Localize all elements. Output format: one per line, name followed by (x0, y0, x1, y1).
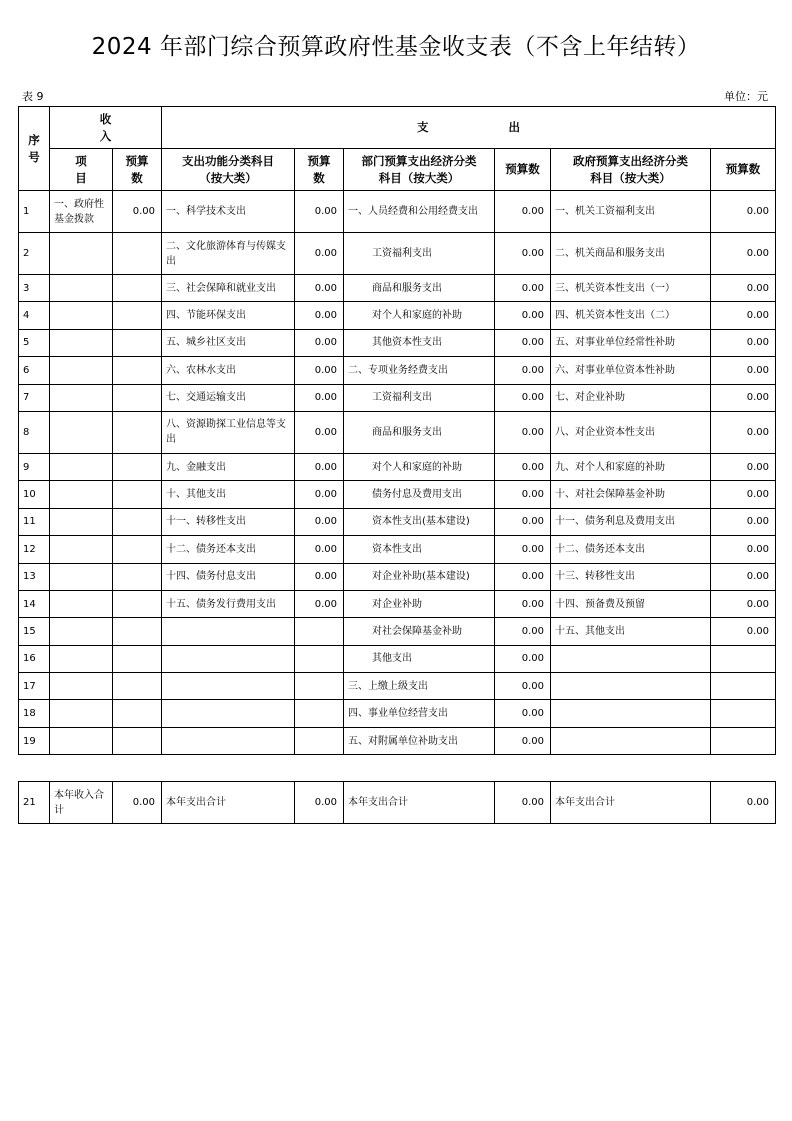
row-gov: 九、对个人和家庭的补助 (551, 453, 711, 480)
row-item (50, 275, 113, 302)
row-seq: 18 (19, 700, 50, 727)
row-dept-amount: 0.00 (495, 590, 551, 617)
row-item-amount (113, 411, 162, 453)
row-func-amount: 0.00 (295, 191, 344, 233)
header-budget-3: 预算数 (495, 149, 551, 191)
row-gov: 十二、债务还本支出 (551, 536, 711, 563)
table-row (19, 645, 776, 672)
total-func-amount: 0.00 (295, 782, 344, 824)
total-gov: 本年支出合计 (551, 782, 711, 824)
row-gov-amount: 0.00 (711, 191, 776, 233)
row-dept: 对企业补助 (344, 590, 495, 617)
row-func-amount: 0.00 (295, 481, 344, 508)
unit-label: 单位：元 (724, 90, 768, 103)
row-gov-amount: 0.00 (711, 357, 776, 384)
row-gov-amount: 0.00 (711, 453, 776, 480)
row-func-amount (295, 618, 344, 645)
row-func-amount: 0.00 (295, 453, 344, 480)
row-item-amount (113, 673, 162, 700)
row-func: 五、城乡社区支出 (162, 329, 295, 356)
row-item (50, 590, 113, 617)
row-gov-amount: 0.00 (711, 384, 776, 411)
budget-table (18, 106, 776, 755)
row-item (50, 233, 113, 275)
table-row (19, 453, 776, 480)
row-dept-amount: 0.00 (495, 233, 551, 275)
row-dept-amount: 0.00 (495, 329, 551, 356)
row-dept-amount: 0.00 (495, 673, 551, 700)
row-dept-amount: 0.00 (495, 481, 551, 508)
row-seq: 5 (19, 329, 50, 356)
row-func (162, 645, 295, 672)
row-seq: 1 (19, 191, 50, 233)
row-seq: 8 (19, 411, 50, 453)
row-item-amount (113, 536, 162, 563)
table-row (19, 384, 776, 411)
row-item (50, 563, 113, 590)
row-item (50, 302, 113, 329)
row-item-amount (113, 357, 162, 384)
row-dept-amount: 0.00 (495, 700, 551, 727)
row-dept-amount: 0.00 (495, 508, 551, 535)
row-func: 七、交通运输支出 (162, 384, 295, 411)
row-item (50, 453, 113, 480)
row-dept: 其他资本性支出 (344, 329, 495, 356)
row-item (50, 618, 113, 645)
row-gov (551, 645, 711, 672)
row-dept: 对社会保障基金补助 (344, 618, 495, 645)
row-item-amount (113, 302, 162, 329)
row-seq: 2 (19, 233, 50, 275)
row-item-amount (113, 329, 162, 356)
row-func-amount (295, 673, 344, 700)
total-dept: 本年支出合计 (344, 782, 495, 824)
row-dept: 商品和服务支出 (344, 275, 495, 302)
row-gov-amount (711, 645, 776, 672)
row-gov-amount: 0.00 (711, 590, 776, 617)
row-func-amount: 0.00 (295, 536, 344, 563)
row-item (50, 329, 113, 356)
row-dept-amount: 0.00 (495, 384, 551, 411)
row-item-amount (113, 590, 162, 617)
row-seq: 7 (19, 384, 50, 411)
row-dept: 工资福利支出 (344, 233, 495, 275)
row-dept-amount: 0.00 (495, 411, 551, 453)
row-dept: 工资福利支出 (344, 384, 495, 411)
row-func (162, 700, 295, 727)
header-gov-econ: 政府预算支出经济分类 科目（按大类） (551, 149, 711, 191)
total-dept-amount: 0.00 (495, 782, 551, 824)
row-dept-amount: 0.00 (495, 645, 551, 672)
row-item (50, 536, 113, 563)
row-item: 一、政府性基金拨款 (50, 191, 113, 233)
row-gov-amount: 0.00 (711, 508, 776, 535)
table-row (19, 329, 776, 356)
row-gov-amount: 0.00 (711, 302, 776, 329)
row-item-amount (113, 233, 162, 275)
row-func-amount (295, 700, 344, 727)
row-gov: 二、机关商品和服务支出 (551, 233, 711, 275)
table-number: 表 9 (22, 90, 44, 103)
row-dept-amount: 0.00 (495, 357, 551, 384)
total-table (18, 781, 776, 824)
row-seq: 11 (19, 508, 50, 535)
row-func-amount: 0.00 (295, 384, 344, 411)
row-item (50, 673, 113, 700)
row-seq: 4 (19, 302, 50, 329)
row-func (162, 727, 295, 754)
row-dept: 三、上缴上级支出 (344, 673, 495, 700)
row-gov: 六、对事业单位资本性补助 (551, 357, 711, 384)
row-seq: 9 (19, 453, 50, 480)
row-dept-amount: 0.00 (495, 563, 551, 590)
row-func-amount: 0.00 (295, 590, 344, 617)
row-gov-amount: 0.00 (711, 233, 776, 275)
table-row (19, 536, 776, 563)
row-dept: 二、专项业务经费支出 (344, 357, 495, 384)
row-item (50, 481, 113, 508)
row-dept: 五、对附属单位补助支出 (344, 727, 495, 754)
row-gov: 十三、转移性支出 (551, 563, 711, 590)
row-item-amount (113, 384, 162, 411)
row-dept-amount: 0.00 (495, 618, 551, 645)
row-gov: 十四、预备费及预留 (551, 590, 711, 617)
row-func: 十四、债务付息支出 (162, 563, 295, 590)
row-item-amount (113, 563, 162, 590)
row-func-amount: 0.00 (295, 357, 344, 384)
row-dept-amount: 0.00 (495, 275, 551, 302)
row-seq: 17 (19, 673, 50, 700)
row-seq: 10 (19, 481, 50, 508)
row-dept-amount: 0.00 (495, 453, 551, 480)
row-func: 一、科学技术支出 (162, 191, 295, 233)
row-dept: 债务付息及费用支出 (344, 481, 495, 508)
header-item: 项 目 (50, 149, 113, 191)
row-item (50, 508, 113, 535)
row-item (50, 645, 113, 672)
table-row (19, 233, 776, 275)
row-func-amount: 0.00 (295, 411, 344, 453)
row-seq: 14 (19, 590, 50, 617)
row-gov: 十、对社会保障基金补助 (551, 481, 711, 508)
row-item (50, 727, 113, 754)
table-row (19, 727, 776, 754)
header-expense: 支 出 (162, 107, 776, 149)
row-seq: 19 (19, 727, 50, 754)
row-seq: 12 (19, 536, 50, 563)
table-row (19, 481, 776, 508)
row-func: 四、节能环保支出 (162, 302, 295, 329)
row-dept: 其他支出 (344, 645, 495, 672)
row-item-amount (113, 700, 162, 727)
row-dept: 四、事业单位经营支出 (344, 700, 495, 727)
row-item-amount (113, 481, 162, 508)
row-gov: 十五、其他支出 (551, 618, 711, 645)
row-item-amount (113, 275, 162, 302)
row-item (50, 411, 113, 453)
row-gov: 三、机关资本性支出（一） (551, 275, 711, 302)
row-gov: 一、机关工资福利支出 (551, 191, 711, 233)
table-row (19, 563, 776, 590)
row-item-amount: 0.00 (113, 191, 162, 233)
row-func-amount: 0.00 (295, 233, 344, 275)
table-row (19, 508, 776, 535)
row-gov-amount: 0.00 (711, 275, 776, 302)
row-dept: 对企业补助(基本建设) (344, 563, 495, 590)
row-dept: 对个人和家庭的补助 (344, 453, 495, 480)
page-title: 2024 年部门综合预算政府性基金收支表（不含上年结转） (91, 34, 701, 60)
row-seq: 15 (19, 618, 50, 645)
row-func: 三、社会保障和就业支出 (162, 275, 295, 302)
row-dept-amount: 0.00 (495, 302, 551, 329)
row-gov: 五、对事业单位经常性补助 (551, 329, 711, 356)
row-func-amount: 0.00 (295, 563, 344, 590)
total-seq: 21 (19, 782, 50, 824)
row-dept-amount: 0.00 (495, 191, 551, 233)
header-budget: 预算 数 (113, 149, 162, 191)
row-func: 八、资源勘探工业信息等支出 (162, 411, 295, 453)
row-func-amount: 0.00 (295, 302, 344, 329)
row-gov-amount: 0.00 (711, 411, 776, 453)
row-gov-amount: 0.00 (711, 481, 776, 508)
row-gov-amount (711, 700, 776, 727)
row-func: 十一、转移性支出 (162, 508, 295, 535)
row-dept: 资本性支出 (344, 536, 495, 563)
table-row (19, 191, 776, 233)
row-func-amount: 0.00 (295, 508, 344, 535)
row-func-amount: 0.00 (295, 275, 344, 302)
table-row (19, 302, 776, 329)
row-func-amount (295, 645, 344, 672)
row-dept: 对个人和家庭的补助 (344, 302, 495, 329)
table-row (19, 275, 776, 302)
row-item (50, 384, 113, 411)
row-gov (551, 727, 711, 754)
row-gov: 七、对企业补助 (551, 384, 711, 411)
header-budget-4: 预算数 (711, 149, 776, 191)
row-gov-amount (711, 727, 776, 754)
table-row (19, 618, 776, 645)
total-item: 本年收入合计 (50, 782, 113, 824)
total-gov-amount: 0.00 (711, 782, 776, 824)
row-dept-amount: 0.00 (495, 727, 551, 754)
row-item (50, 700, 113, 727)
row-gov: 四、机关资本性支出（二） (551, 302, 711, 329)
total-func: 本年支出合计 (162, 782, 295, 824)
row-item-amount (113, 645, 162, 672)
row-dept-amount: 0.00 (495, 536, 551, 563)
header-func-subject: 支出功能分类科目 （按大类） (162, 149, 295, 191)
row-func-amount (295, 727, 344, 754)
table-row (19, 700, 776, 727)
row-item-amount (113, 508, 162, 535)
row-dept: 一、人员经费和公用经费支出 (344, 191, 495, 233)
row-func: 六、农林水支出 (162, 357, 295, 384)
row-func: 二、文化旅游体育与传媒支出 (162, 233, 295, 275)
table-row (19, 411, 776, 453)
table-row (19, 357, 776, 384)
row-gov-amount (711, 673, 776, 700)
row-item (50, 357, 113, 384)
row-dept: 资本性支出(基本建设) (344, 508, 495, 535)
table-row (19, 673, 776, 700)
header-seq: 序 号 (19, 107, 50, 191)
row-seq: 13 (19, 563, 50, 590)
row-gov: 八、对企业资本性支出 (551, 411, 711, 453)
row-func: 十二、债务还本支出 (162, 536, 295, 563)
row-func: 十五、债务发行费用支出 (162, 590, 295, 617)
row-gov-amount: 0.00 (711, 563, 776, 590)
row-seq: 6 (19, 357, 50, 384)
header-dept-econ: 部门预算支出经济分类 科目（按大类） (344, 149, 495, 191)
row-gov-amount: 0.00 (711, 536, 776, 563)
table-row (19, 590, 776, 617)
row-func-amount: 0.00 (295, 329, 344, 356)
row-seq: 3 (19, 275, 50, 302)
row-gov (551, 673, 711, 700)
row-gov (551, 700, 711, 727)
row-gov: 十一、债务利息及费用支出 (551, 508, 711, 535)
row-dept: 商品和服务支出 (344, 411, 495, 453)
total-item-amount: 0.00 (113, 782, 162, 824)
row-func (162, 673, 295, 700)
total-row (19, 782, 776, 824)
row-item-amount (113, 727, 162, 754)
row-item-amount (113, 453, 162, 480)
row-func: 十、其他支出 (162, 481, 295, 508)
row-gov-amount: 0.00 (711, 618, 776, 645)
header-budget-2: 预算 数 (295, 149, 344, 191)
row-func (162, 618, 295, 645)
header-income: 收 入 (50, 107, 162, 149)
row-gov-amount: 0.00 (711, 329, 776, 356)
row-func: 九、金融支出 (162, 453, 295, 480)
row-seq: 16 (19, 645, 50, 672)
row-item-amount (113, 618, 162, 645)
